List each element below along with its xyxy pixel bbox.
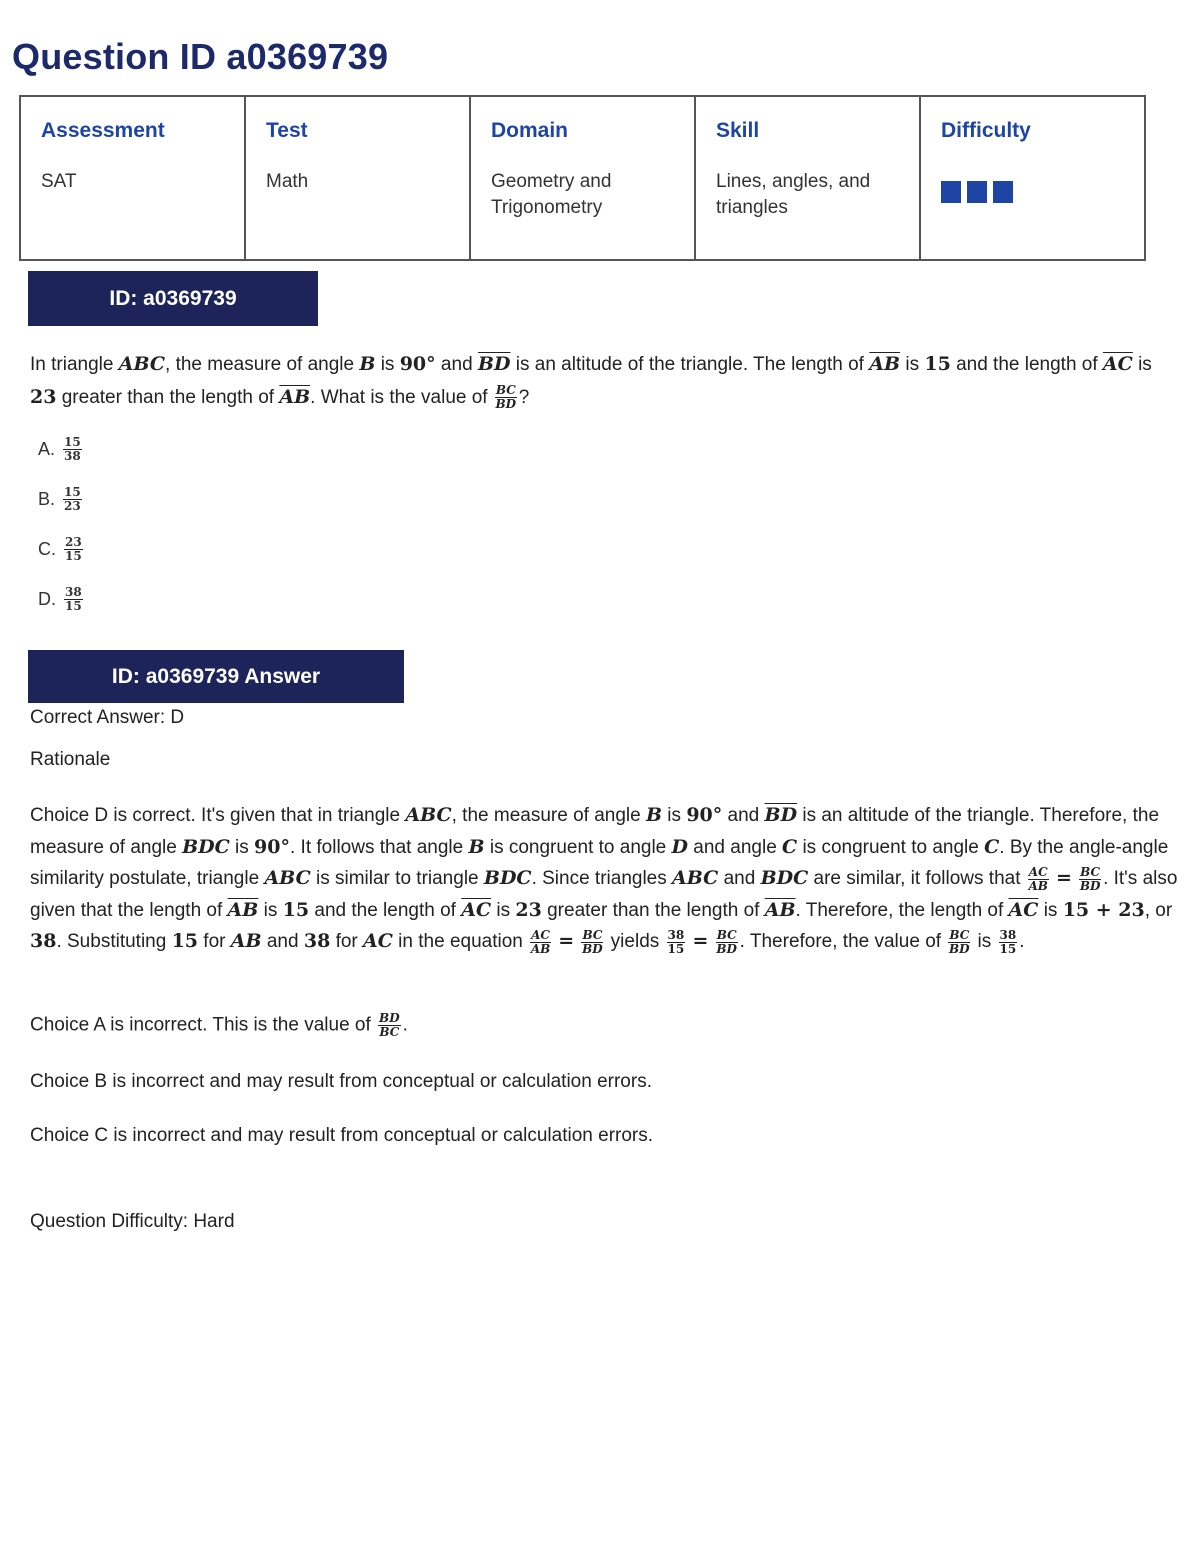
rationale-segment: is	[662, 805, 687, 826]
page-title: Question ID a0369739	[12, 36, 389, 77]
math-segment-ab: $\overline{AB}$	[764, 898, 796, 921]
rationale-segment: , the measure of angle	[451, 805, 646, 826]
math-sum: 15 + 23	[1062, 898, 1145, 921]
math-fraction-bc-bd	[495, 384, 517, 411]
math-bdc: BDC	[182, 835, 230, 858]
math-fraction	[948, 929, 970, 956]
math-38: 38	[30, 930, 57, 953]
stem-text: . What is the value of	[310, 387, 493, 408]
rationale-segment: . Therefore, the value of	[739, 931, 947, 953]
fraction-denominator: 23	[64, 498, 81, 513]
fraction-denominator: BC	[379, 1025, 400, 1039]
fraction-denominator: 15	[999, 941, 1017, 956]
rationale-segment: in the equation	[392, 931, 529, 953]
choice-label: B.	[38, 488, 56, 509]
stem-text: is	[1132, 354, 1152, 375]
rationale-segment: and	[261, 931, 304, 953]
meta-header-assessment: Assessment	[41, 119, 165, 142]
rationale-text	[30, 800, 1180, 958]
fraction-numerator: BC	[716, 927, 737, 942]
meta-cell-assessment	[20, 96, 245, 260]
question-id-banner: ID: a0369739	[28, 271, 318, 326]
math-segment-bd: $\overline{BD}$	[764, 804, 798, 826]
math-equals: =	[692, 930, 709, 953]
math-b: B	[645, 804, 663, 826]
rationale-segment: is similar to triangle	[310, 868, 484, 890]
math-23: 23	[30, 386, 57, 408]
difficulty-bar	[993, 181, 1013, 203]
math-abc: ABC	[118, 353, 166, 375]
math-segment-ab: $\overline{AB}$	[279, 386, 311, 408]
choice-a[interactable]	[38, 424, 85, 474]
rationale-segment: and	[722, 805, 765, 826]
correct-answer: Correct Answer: D	[30, 707, 185, 728]
meta-value-test: Math	[266, 171, 309, 192]
fraction-denominator: BD	[582, 941, 603, 956]
rationale-segment: is	[229, 836, 255, 858]
rationale-segment: and angle	[688, 836, 783, 858]
meta-header-domain: Domain	[491, 119, 569, 142]
meta-value-domain: Geometry and Trigonometry	[491, 171, 612, 218]
choice-label: C.	[38, 538, 56, 559]
stem-text: and the length of	[950, 354, 1103, 375]
math-fraction	[999, 929, 1018, 956]
fraction-numerator: BC	[949, 927, 970, 942]
math-23: 23	[515, 898, 542, 921]
math-90-deg: 90°	[254, 835, 290, 858]
fraction-numerator: BC	[582, 927, 603, 942]
fraction-numerator: BD	[379, 1011, 400, 1025]
rationale-segment: , or	[1144, 899, 1173, 921]
choice-a-explanation	[30, 1012, 408, 1039]
meta-value-skill: Lines, angles, and triangles	[716, 171, 871, 218]
answer-choices	[38, 424, 85, 624]
choice-d[interactable]	[38, 574, 85, 624]
math-bdc: BDC	[483, 867, 532, 890]
rationale-segment: and	[718, 868, 761, 890]
rationale-segment: is congruent to angle	[797, 836, 985, 858]
rationale-segment: for	[330, 931, 364, 953]
rationale-segment: .	[1019, 931, 1025, 953]
rationale-segment: and the length of	[309, 899, 462, 921]
meta-value-assessment: SAT	[41, 171, 77, 192]
math-fraction-bd-bc	[378, 1012, 401, 1039]
meta-cell-difficulty	[920, 96, 1145, 260]
choice-fraction	[63, 486, 82, 513]
math-abc: ABC	[405, 804, 452, 826]
math-fraction	[716, 929, 738, 956]
math-c: C	[782, 835, 798, 858]
math-ab: AB	[230, 930, 262, 953]
choice-label: A.	[38, 438, 56, 459]
choice-label: D.	[38, 588, 56, 609]
math-b: B	[359, 353, 376, 375]
math-fraction	[530, 929, 551, 956]
rationale-segment: is	[258, 899, 283, 921]
math-15: 15	[282, 898, 310, 921]
fraction-numerator: 15	[64, 484, 81, 499]
question-difficulty: Question Difficulty: Hard	[30, 1211, 235, 1232]
rationale-segment: is	[1038, 899, 1063, 921]
fraction-numerator: BC	[1080, 864, 1101, 879]
stem-text: and	[435, 354, 478, 375]
fraction-numerator: 38	[999, 927, 1017, 942]
meta-cell-skill	[695, 96, 920, 260]
math-fraction	[581, 929, 603, 956]
question-stem	[30, 348, 1160, 414]
rationale-segment: is an altitude of the triangle. Therefore, the measure of angle	[30, 805, 1160, 858]
fraction-numerator: AC	[531, 927, 550, 942]
rationale-segment: . Therefore, the length of	[795, 899, 1009, 921]
rationale-segment: . By the angle-angle similarity postulate, triangle	[30, 836, 1169, 890]
math-b: B	[468, 835, 485, 858]
meta-cell-domain	[470, 96, 695, 260]
question-metadata-table	[19, 95, 1146, 261]
choice-fraction	[64, 586, 83, 613]
rationale-segment: yields	[605, 931, 665, 953]
fraction-denominator: BD	[495, 397, 517, 412]
rationale-segment: . It follows that angle	[290, 836, 469, 858]
rationale-segment: for	[198, 931, 231, 953]
stem-text: In triangle	[30, 354, 119, 375]
answer-id-banner: ID: a0369739 Answer	[28, 650, 404, 703]
math-fraction	[1028, 866, 1049, 893]
choice-c-explanation: Choice C is incorrect and may result from conceptual or calculation errors.	[30, 1125, 654, 1146]
math-segment-ac: $\overline{AC}$	[1102, 353, 1133, 375]
difficulty-bar	[967, 181, 987, 203]
fraction-denominator: 15	[65, 598, 82, 613]
meta-cell-test	[245, 96, 470, 260]
math-abc: ABC	[264, 867, 311, 890]
math-ac: AC	[363, 930, 393, 953]
math-90-deg: 90°	[686, 804, 723, 826]
stem-text: is	[900, 354, 925, 375]
difficulty-indicator	[941, 181, 1144, 203]
choice-fraction	[64, 536, 83, 563]
fraction-numerator: 15	[64, 434, 81, 449]
explanation-text: .	[402, 1014, 408, 1036]
math-c: C	[984, 835, 1000, 858]
stem-text: greater than the length of	[56, 387, 280, 408]
math-15: 15	[924, 353, 951, 375]
fraction-numerator: BC	[495, 383, 516, 398]
fraction-denominator: 15	[667, 941, 685, 956]
fraction-denominator: BD	[949, 941, 970, 956]
rationale-segment: . Substituting	[56, 931, 172, 953]
fraction-numerator: 38	[667, 927, 685, 942]
math-segment-bd: $\overline{BD}$	[477, 353, 511, 375]
rationale-label: Rationale	[30, 749, 111, 770]
math-segment-ab: $\overline{AB}$	[227, 898, 259, 921]
fraction-denominator: BD	[1079, 878, 1101, 893]
choice-b[interactable]	[38, 474, 85, 524]
math-90-deg: 90°	[399, 353, 436, 375]
fraction-numerator: 38	[65, 584, 82, 599]
rationale-segment: is	[491, 899, 516, 921]
meta-header-test: Test	[266, 119, 308, 142]
fraction-numerator: 23	[65, 534, 82, 549]
math-38: 38	[303, 930, 331, 953]
math-fraction	[1079, 866, 1101, 893]
math-segment-ab: $\overline{AB}$	[869, 353, 901, 375]
rationale-segment: is congruent to angle	[484, 836, 672, 858]
math-equals: =	[1055, 867, 1072, 890]
rationale-segment: Choice D is correct. It's given that in triangle	[30, 805, 406, 826]
fraction-denominator: 15	[65, 548, 82, 563]
stem-text: is	[375, 354, 400, 375]
math-15: 15	[171, 930, 199, 953]
stem-text: ?	[518, 387, 530, 408]
explanation-text: Choice A is incorrect. This is the value of	[30, 1014, 377, 1036]
rationale-segment: . It's also given that the length of	[30, 868, 1178, 921]
stem-text: is an altitude of the triangle. The length of	[510, 354, 870, 375]
fraction-denominator: 38	[64, 448, 81, 463]
choice-c[interactable]	[38, 524, 85, 574]
difficulty-bar	[941, 181, 961, 203]
fraction-denominator: AB	[530, 941, 551, 956]
choice-b-explanation: Choice B is incorrect and may result from conceptual or calculation errors.	[30, 1071, 652, 1092]
choice-fraction	[63, 436, 82, 463]
math-segment-ac: $\overline{AC}$	[461, 898, 492, 921]
rationale-segment: . Since triangles	[531, 868, 673, 890]
rationale-segment: is	[972, 931, 997, 953]
math-abc: ABC	[672, 867, 719, 890]
math-bdc: BDC	[760, 867, 809, 890]
rationale-segment: are similar, it follows that	[808, 868, 1026, 890]
meta-header-skill: Skill	[716, 119, 760, 142]
math-fraction	[667, 929, 686, 956]
math-segment-ac: $\overline{AC}$	[1008, 898, 1039, 921]
math-equals: =	[558, 930, 575, 953]
math-d: D	[671, 835, 689, 858]
fraction-denominator: AB	[1028, 878, 1048, 893]
meta-header-difficulty: Difficulty	[941, 119, 1031, 142]
rationale-segment: greater than the length of	[541, 899, 765, 921]
fraction-denominator: BD	[716, 941, 737, 956]
stem-text: , the measure of angle	[165, 354, 360, 375]
fraction-numerator: AC	[1028, 864, 1048, 879]
